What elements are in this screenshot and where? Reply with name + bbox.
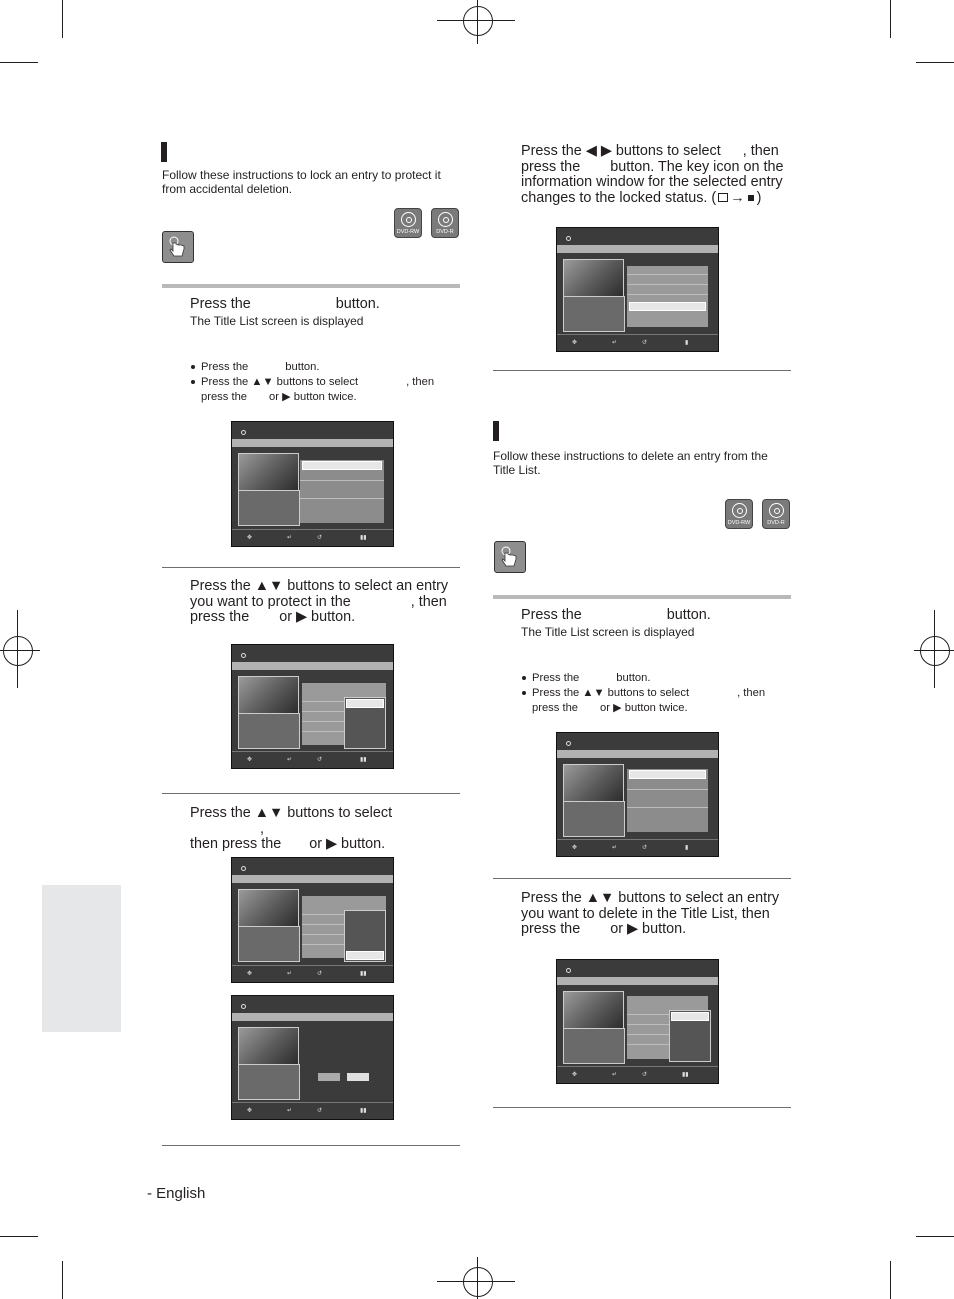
step-divider: [162, 793, 460, 794]
lock-icon: [748, 195, 754, 201]
dvd-r-disc-icon: DVD-R: [431, 208, 459, 238]
title-list-screen: ✥ ↵ ↺ ▮: [556, 732, 719, 857]
lock-step1-bullet2: Press the ▲▼ buttons to select , then press the or ▶ button twice.: [191, 375, 451, 405]
crop-mark: [0, 1236, 38, 1237]
hand-press-icon: [494, 541, 526, 573]
unlock-icon: [718, 193, 728, 202]
page-label: - English: [147, 1185, 206, 1202]
crop-mark: [0, 62, 38, 63]
step-divider: [493, 1107, 791, 1108]
lock-step3: Press the ▲▼ buttons to select, then press the or ▶ button.: [190, 805, 393, 852]
dvd-r-disc-icon: DVD-R: [762, 499, 790, 529]
section-rule: [162, 284, 460, 288]
crop-mark: [890, 0, 891, 38]
title-list-locked-screen: ✥ ↵ ↺ ▮: [556, 227, 719, 352]
lock-step1-bullet1: Press the button.: [191, 360, 319, 375]
registration-line: [934, 610, 935, 688]
delete-step1: Press the button.: [521, 607, 711, 623]
crop-mark: [916, 1236, 954, 1237]
dvd-rw-disc-icon: DVD-RW: [394, 208, 422, 238]
registration-mark: [3, 636, 33, 666]
dialog-option-selected: [347, 1073, 369, 1081]
dvd-rw-disc-icon: DVD-RW: [725, 499, 753, 529]
crop-mark: [890, 1261, 891, 1299]
step-divider: [493, 878, 791, 879]
chapter-side-tab: [42, 885, 121, 1032]
delete-step1-bullet2: Press the ▲▼ buttons to select , then press the or ▶ button twice.: [522, 686, 782, 716]
crop-mark: [916, 62, 954, 63]
registration-mark: [463, 6, 493, 36]
delete-step2: Press the ▲▼ buttons to select an entry you want to delete in the Title List, then press the or ▶ button.: [521, 890, 780, 937]
lock-step1-sub: The Title List screen is displayed: [190, 314, 364, 328]
step-divider: [162, 567, 460, 568]
protect-dialog-screen: ✥ ↵ ↺ ▮▮: [231, 995, 394, 1120]
dialog-option: [318, 1073, 340, 1081]
section-marker: [493, 421, 499, 441]
section-marker: [161, 142, 167, 162]
registration-mark: [920, 636, 950, 666]
registration-line: [0, 650, 40, 651]
lock-intro-text: Follow these instructions to lock an entry to protect it from accidental deletion.: [162, 168, 441, 196]
title-list-submenu-screen: ✥ ↵ ↺ ▮▮: [556, 959, 719, 1084]
crop-mark: [62, 0, 63, 38]
thumbnail-image: [238, 453, 299, 491]
registration-line: [437, 1281, 515, 1282]
title-list-submenu-screen: ✥ ↵ ↺ ▮▮: [231, 857, 394, 983]
registration-line: [17, 610, 18, 688]
info-window: [238, 490, 300, 526]
title-list-submenu-screen: ✥ ↵ ↺ ▮▮: [231, 644, 394, 769]
registration-line: [437, 20, 515, 21]
registration-line: [477, 1257, 478, 1299]
lock-step2: Press the ▲▼ buttons to select an entry you want to protect in the , then press the or ▶ button.: [190, 578, 449, 625]
arrow-right-icon: →: [730, 189, 745, 206]
step-divider: [493, 370, 791, 371]
hand-press-icon: [162, 231, 194, 263]
delete-step1-bullet1: Press the button.: [522, 671, 650, 686]
step-divider: [162, 1145, 460, 1146]
delete-intro-text: Follow these instructions to delete an entry from the Title List.: [493, 449, 768, 477]
lock-step4: Press the ◀ ▶ buttons to select , then press the button. The key icon on the information window for the selected entry changes to the locked status. ( → ): [521, 143, 784, 206]
section-rule: [493, 595, 791, 599]
lock-step1: Press the button.: [190, 296, 380, 312]
registration-line: [477, 0, 478, 44]
crop-mark: [62, 1261, 63, 1299]
title-list-screen: ✥ ↵ ↺ ▮▮: [231, 421, 394, 547]
delete-step1-sub: The Title List screen is displayed: [521, 625, 695, 639]
registration-mark: [463, 1267, 493, 1297]
registration-line: [914, 650, 954, 651]
